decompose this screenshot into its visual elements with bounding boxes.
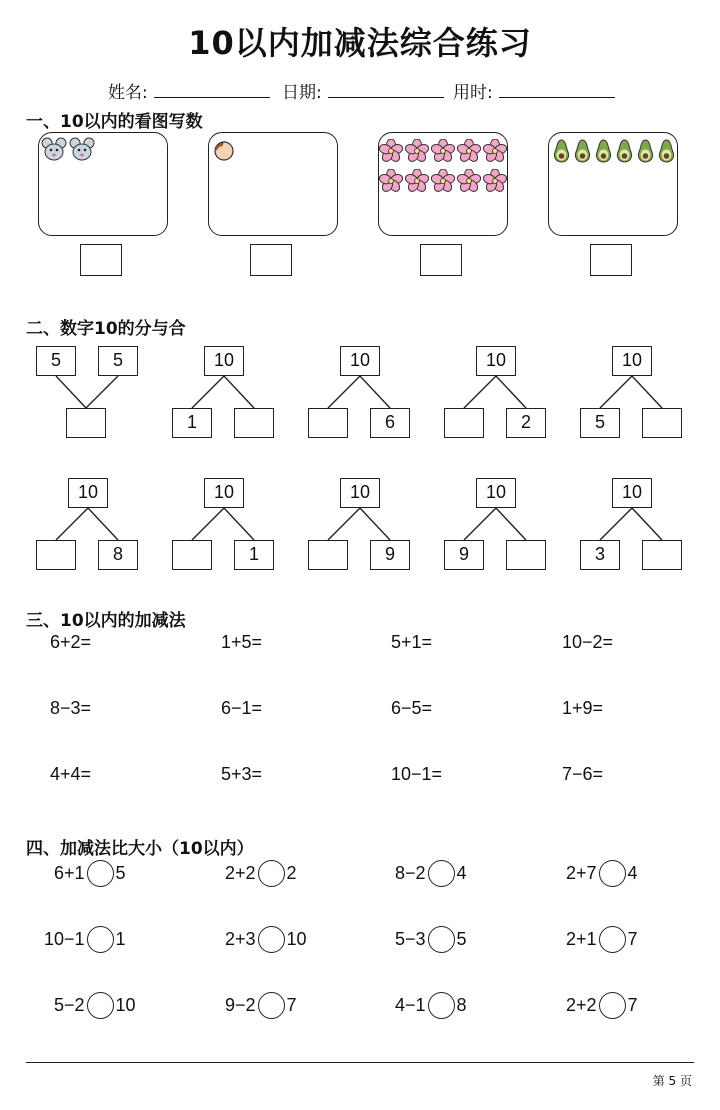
number-box[interactable]: 10 [68,478,108,508]
comparison-right: 10 [286,929,307,949]
equation: 1+5= [221,632,263,652]
comparison-left: 2+2 [566,995,597,1015]
comparison-left: 10−1 [44,929,85,949]
equation: 10−2= [562,632,614,652]
number-box[interactable]: 5 [36,346,76,376]
number-box-blank[interactable] [172,540,212,570]
number-box[interactable]: 9 [444,540,484,570]
connector-line [56,508,118,540]
number-box-blank[interactable] [66,408,106,438]
connector-line [56,376,118,408]
comparison-left: 5−3 [395,929,426,949]
comparison-right: 5 [115,863,126,883]
footer-rule [26,1062,694,1063]
comparison-right: 10 [115,995,136,1015]
number-box[interactable]: 10 [476,346,516,376]
connector-line [464,376,526,408]
comparison [54,992,136,1019]
number-box-blank[interactable] [444,408,484,438]
equation: 1+9= [562,698,604,718]
comparison [225,860,297,887]
section-3-heading: 三、10以内的加减法 [26,611,186,631]
compare-circle[interactable] [87,992,114,1019]
comparison-right: 1 [115,929,126,949]
compare-circle[interactable] [428,992,455,1019]
connector-line [328,508,390,540]
equation: 5+3= [221,764,263,784]
connector-line [192,508,254,540]
page-number: 第 5 页 [652,1074,692,1088]
comparison-left: 2+7 [566,863,597,883]
comparison-left: 2+1 [566,929,597,949]
number-box[interactable]: 9 [370,540,410,570]
comparison [395,860,467,887]
number-box-blank[interactable] [308,540,348,570]
equation: 6+2= [50,632,92,652]
date-label: 日期: [282,83,322,103]
comparison-left: 2+3 [225,929,256,949]
equation: 5+1= [391,632,433,652]
comparison [566,926,638,953]
comparison-left: 5−2 [54,995,85,1015]
compare-circle[interactable] [87,926,114,953]
equation: 7−6= [562,764,604,784]
comparison-left: 2+2 [225,863,256,883]
compare-circle[interactable] [258,992,285,1019]
comparison [395,992,467,1019]
number-box-blank[interactable] [642,540,682,570]
connector-line [328,376,390,408]
connector-line [192,376,254,408]
compare-circle[interactable] [87,860,114,887]
comparison-right: 2 [286,863,297,883]
equation: 4+4= [50,764,92,784]
compare-circle[interactable] [428,860,455,887]
comparison-left: 9−2 [225,995,256,1015]
comparison-right: 5 [456,929,467,949]
equation: 8−3= [50,698,92,718]
comparison-right: 8 [456,995,467,1015]
number-box[interactable]: 6 [370,408,410,438]
number-box[interactable]: 10 [340,478,380,508]
comparison-right: 7 [627,995,638,1015]
section-2-heading: 二、数字10的分与合 [26,319,186,339]
comparison [225,926,307,953]
compare-circle[interactable] [599,926,626,953]
number-box[interactable]: 10 [612,478,652,508]
connector-line [600,376,662,408]
number-box-blank[interactable] [234,408,274,438]
number-box[interactable]: 10 [204,346,244,376]
comparison [395,926,467,953]
compare-circle[interactable] [428,926,455,953]
number-box[interactable]: 10 [476,478,516,508]
number-box[interactable]: 1 [234,540,274,570]
compare-circle[interactable] [258,860,285,887]
number-box-blank[interactable] [36,540,76,570]
comparison [566,992,638,1019]
number-box[interactable]: 10 [612,346,652,376]
number-box[interactable]: 5 [98,346,138,376]
comparison-left: 4−1 [395,995,426,1015]
compare-circle[interactable] [599,860,626,887]
time-label: 用时: [453,83,493,103]
comparison-right: 7 [286,995,297,1015]
number-box[interactable]: 10 [340,346,380,376]
number-box[interactable]: 10 [204,478,244,508]
equation: 6−5= [391,698,433,718]
section-1-heading: 一、10以内的看图写数 [26,112,203,132]
compare-circle[interactable] [258,926,285,953]
number-box-blank[interactable] [308,408,348,438]
comparison [44,926,126,953]
equation: 10−1= [391,764,443,784]
equation: 6−1= [221,698,263,718]
number-box[interactable]: 1 [172,408,212,438]
comparison-right: 4 [627,863,638,883]
section-4-heading: 四、加减法比大小（10以内） [26,839,254,859]
comparison-left: 6+1 [54,863,85,883]
page-title: 10以内加减法综合练习 [188,24,532,62]
number-box[interactable]: 3 [580,540,620,570]
comparison [54,860,126,887]
comparison [566,860,638,887]
comparison [225,992,297,1019]
comparison-right: 7 [627,929,638,949]
connector-line [600,508,662,540]
comparison-right: 4 [456,863,467,883]
number-box[interactable]: 2 [506,408,546,438]
number-box-blank[interactable] [642,408,682,438]
number-box[interactable]: 5 [580,408,620,438]
name-label: 姓名: [108,83,148,103]
number-box[interactable]: 8 [98,540,138,570]
number-box-blank[interactable] [506,540,546,570]
comparison-left: 8−2 [395,863,426,883]
compare-circle[interactable] [599,992,626,1019]
connector-line [464,508,526,540]
